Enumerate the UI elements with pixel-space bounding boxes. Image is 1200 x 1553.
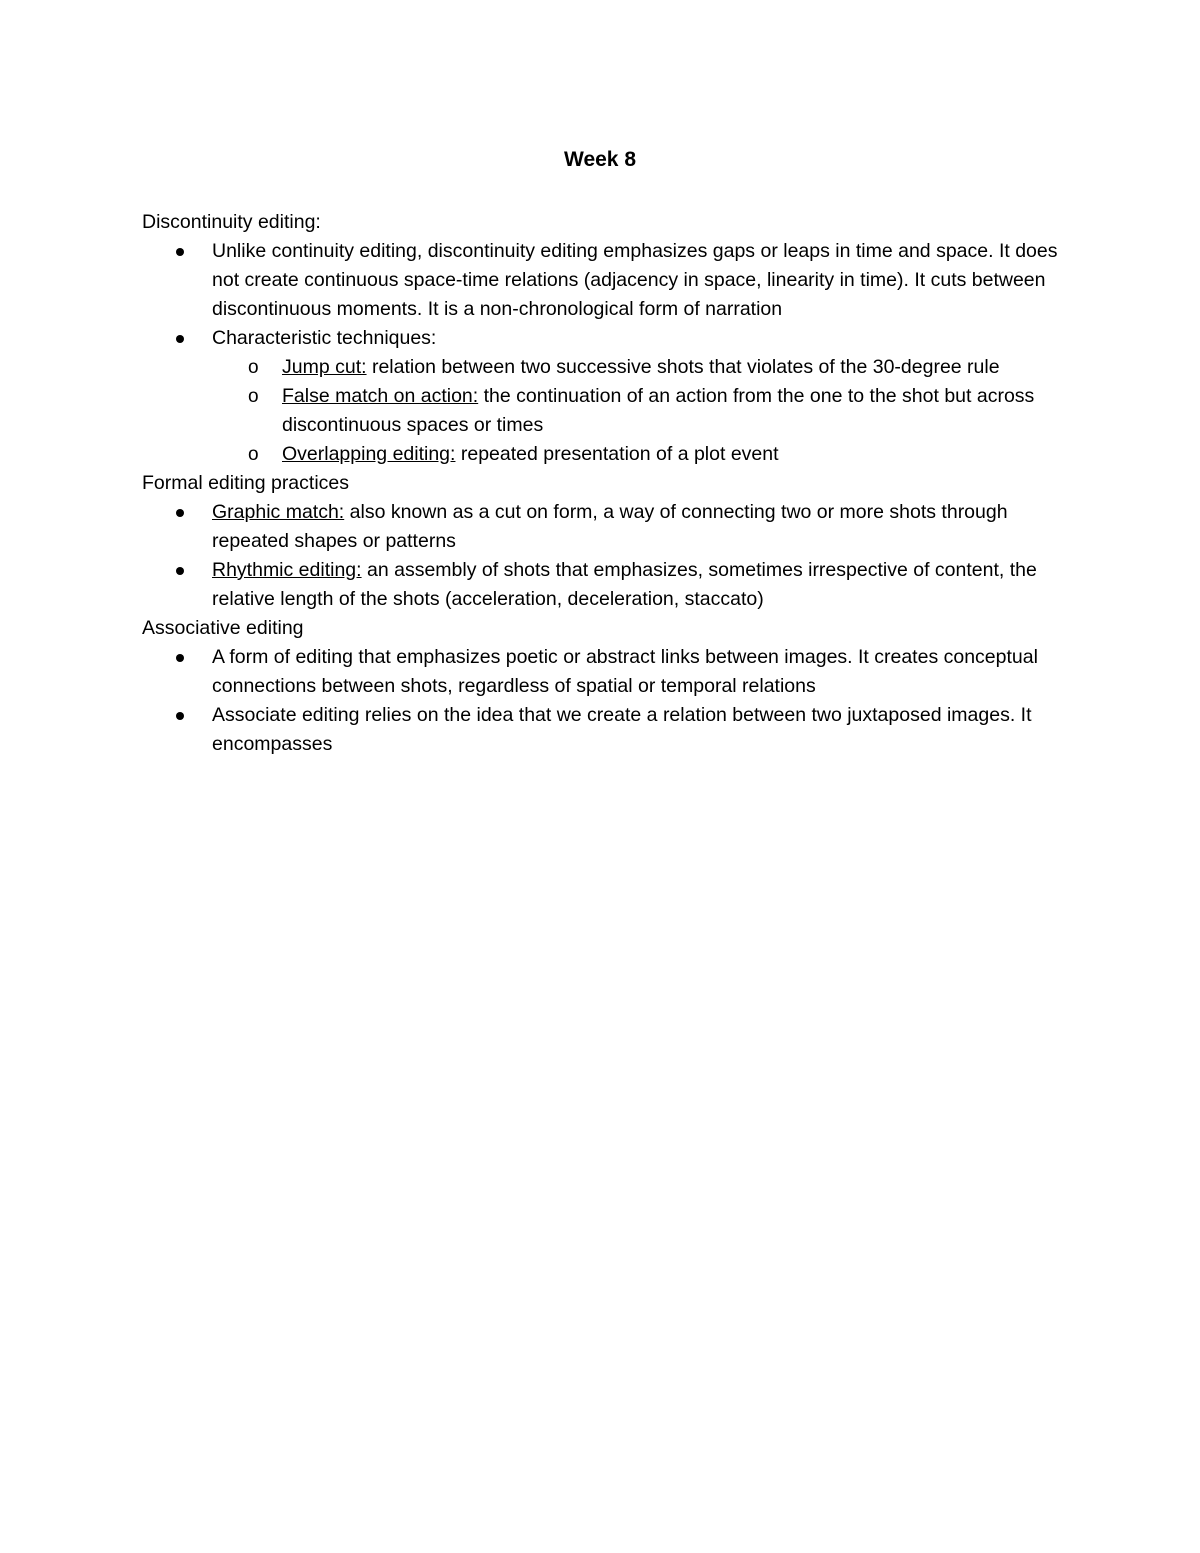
term-definition: the continuation of an action from the one to the shot but across discontinuous spaces or times <box>282 385 1035 436</box>
term-label: Graphic match: <box>212 501 345 523</box>
bullet-icon <box>176 248 184 256</box>
circle-bullet-icon: o <box>248 357 259 378</box>
section-heading-formal: Formal editing practices <box>142 472 349 494</box>
document-body <box>142 208 1072 759</box>
list-item-text: Characteristic techniques: <box>212 327 437 349</box>
list-item <box>212 498 1072 556</box>
circle-bullet-icon: o <box>248 386 259 407</box>
list-item-text: A form of editing that emphasizes poetic or abstract links between images. It creates conceptual connections between shots, regardless of spatial or temporal relations <box>212 646 1038 697</box>
list-item-text: Unlike continuity editing, discontinuity editing emphasizes gaps or leaps in time and space. It does not create continuous space-time relations (adjacency in space, linearity in time). It cuts between discontinuous moments. It is a non-chronological form of narration <box>212 240 1058 320</box>
sub-list-item <box>248 440 1072 469</box>
list-item <box>212 556 1072 614</box>
bullet-list <box>142 498 1072 614</box>
bullet-list <box>142 237 1072 469</box>
bullet-icon <box>176 567 184 575</box>
bullet-icon <box>176 509 184 517</box>
list-item <box>212 324 1072 469</box>
term-definition: relation between two successive shots that violates of the 30-degree rule <box>366 356 1000 378</box>
sub-list-item <box>248 382 1072 440</box>
bullet-icon <box>176 335 184 343</box>
bullet-icon <box>176 712 184 720</box>
term-definition: an assembly of shots that emphasizes, sometimes irrespective of content, the relative length of the shots (acceleration, deceleration, staccato) <box>212 559 1037 610</box>
term-label: Jump cut: <box>282 356 367 378</box>
list-item-text: Associate editing relies on the idea that we create a relation between two juxtaposed images. It encompasses <box>212 704 1032 755</box>
page-title: Week 8 <box>564 148 636 171</box>
list-item <box>212 701 1072 759</box>
bullet-icon <box>176 654 184 662</box>
term-label: False match on action: <box>282 385 479 407</box>
term-label: Rhythmic editing: <box>212 559 362 581</box>
circle-bullet-icon: o <box>248 444 259 465</box>
sub-list-item <box>248 353 1072 382</box>
term-definition: repeated presentation of a plot event <box>455 443 779 465</box>
bullet-list <box>142 643 1072 759</box>
list-item <box>212 237 1072 324</box>
sub-bullet-list <box>212 353 1072 469</box>
section-heading-associative: Associative editing <box>142 617 304 639</box>
list-item <box>212 643 1072 701</box>
term-definition: also known as a cut on form, a way of connecting two or more shots through repeated shapes or patterns <box>212 501 1008 552</box>
term-label: Overlapping editing: <box>282 443 456 465</box>
section-heading-discontinuity: Discontinuity editing: <box>142 211 321 233</box>
